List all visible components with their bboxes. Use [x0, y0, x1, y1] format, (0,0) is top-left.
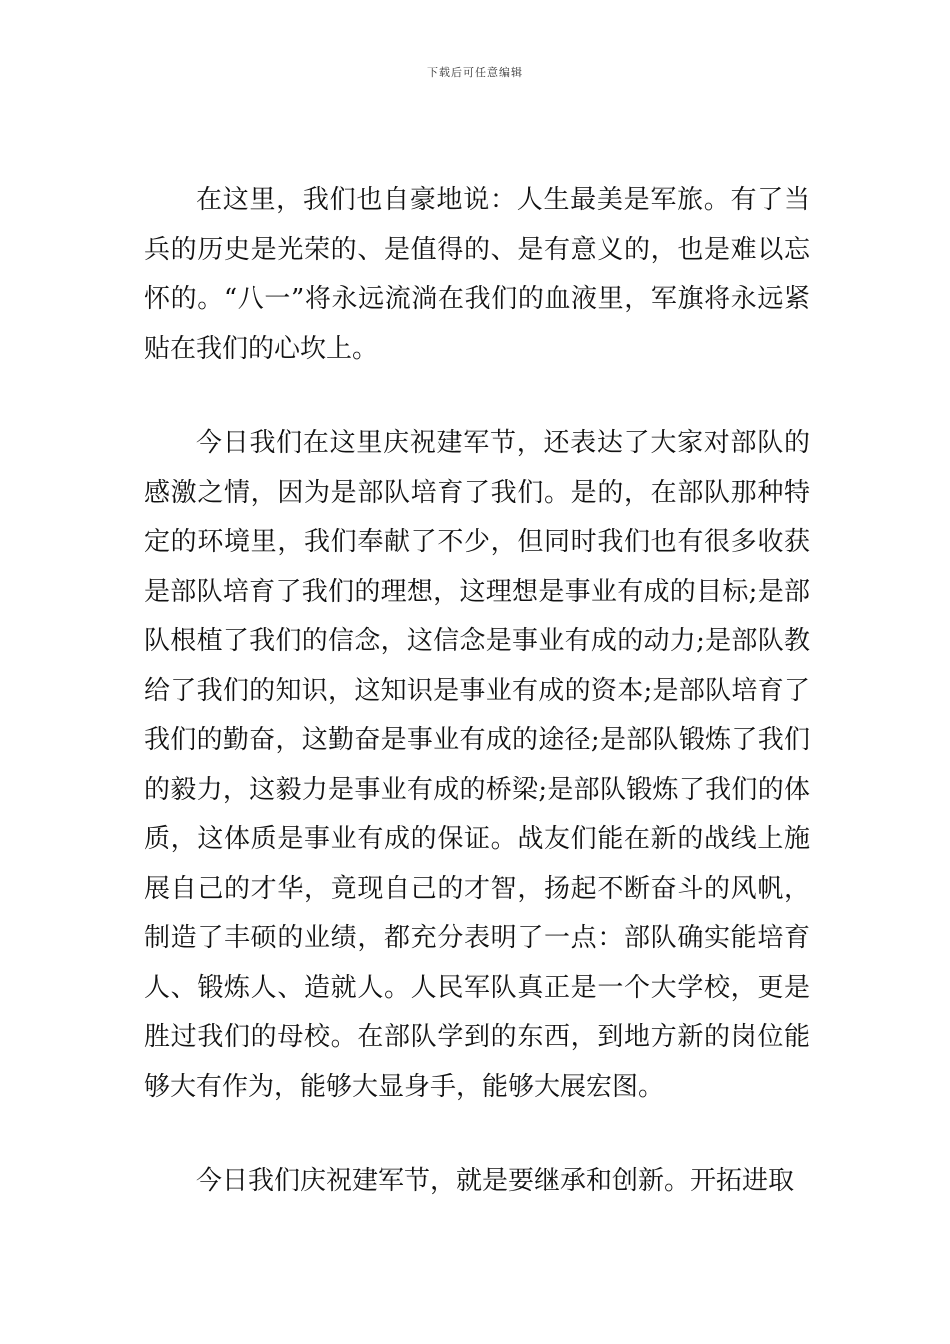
- paragraph-3: 今日我们庆祝建军节，就是要继承和创新。开拓进取: [196, 1166, 795, 1196]
- document-body: [144, 176, 810, 1207]
- page-header: 下载后可任意编辑: [427, 66, 523, 79]
- paragraph-2: 今日我们在这里庆祝建军节，还表达了大家对部队的感激之情，因为是部队培育了我们。是的，在部队那种特定的环境里，我们奉献了不少，但同时我们也有很多收获是部队培育了我们的理想，这理想是事业有成的目标;是部队根植了我们的信念，这信念是事业有成的动力;是部队教给了我们的知识，这知识是事业有成的资本;是部队培育了我们的勤奋，这勤奋是事业有成的途径;是部队锻炼了我们的毅力，这毅力是事业有成的桥梁;是部队锻炼了我们的体质，这体质是事业有成的保证。战友们能在新的战线上施展自己的才华，竟现自己的才智，扬起不断奋斗的风帆，制造了丰硕的业绩，都充分表明了一点：部队确实能培育人、锻炼人、造就人。人民军队真正是一个大学校，更是胜过我们的母校。在部队学到的东西，到地方新的岗位能够大有作为，能够大显身手，能够大展宏图。: [144, 428, 810, 1102]
- paragraph-1: 在这里，我们也自豪地说：人生最美是军旅。有了当兵的历史是光荣的、是值得的、是有意义的，也是难以忘怀的。“八一”将永远流淌在我们的血液里，军旗将永远紧贴在我们的心坎上。: [144, 185, 810, 364]
